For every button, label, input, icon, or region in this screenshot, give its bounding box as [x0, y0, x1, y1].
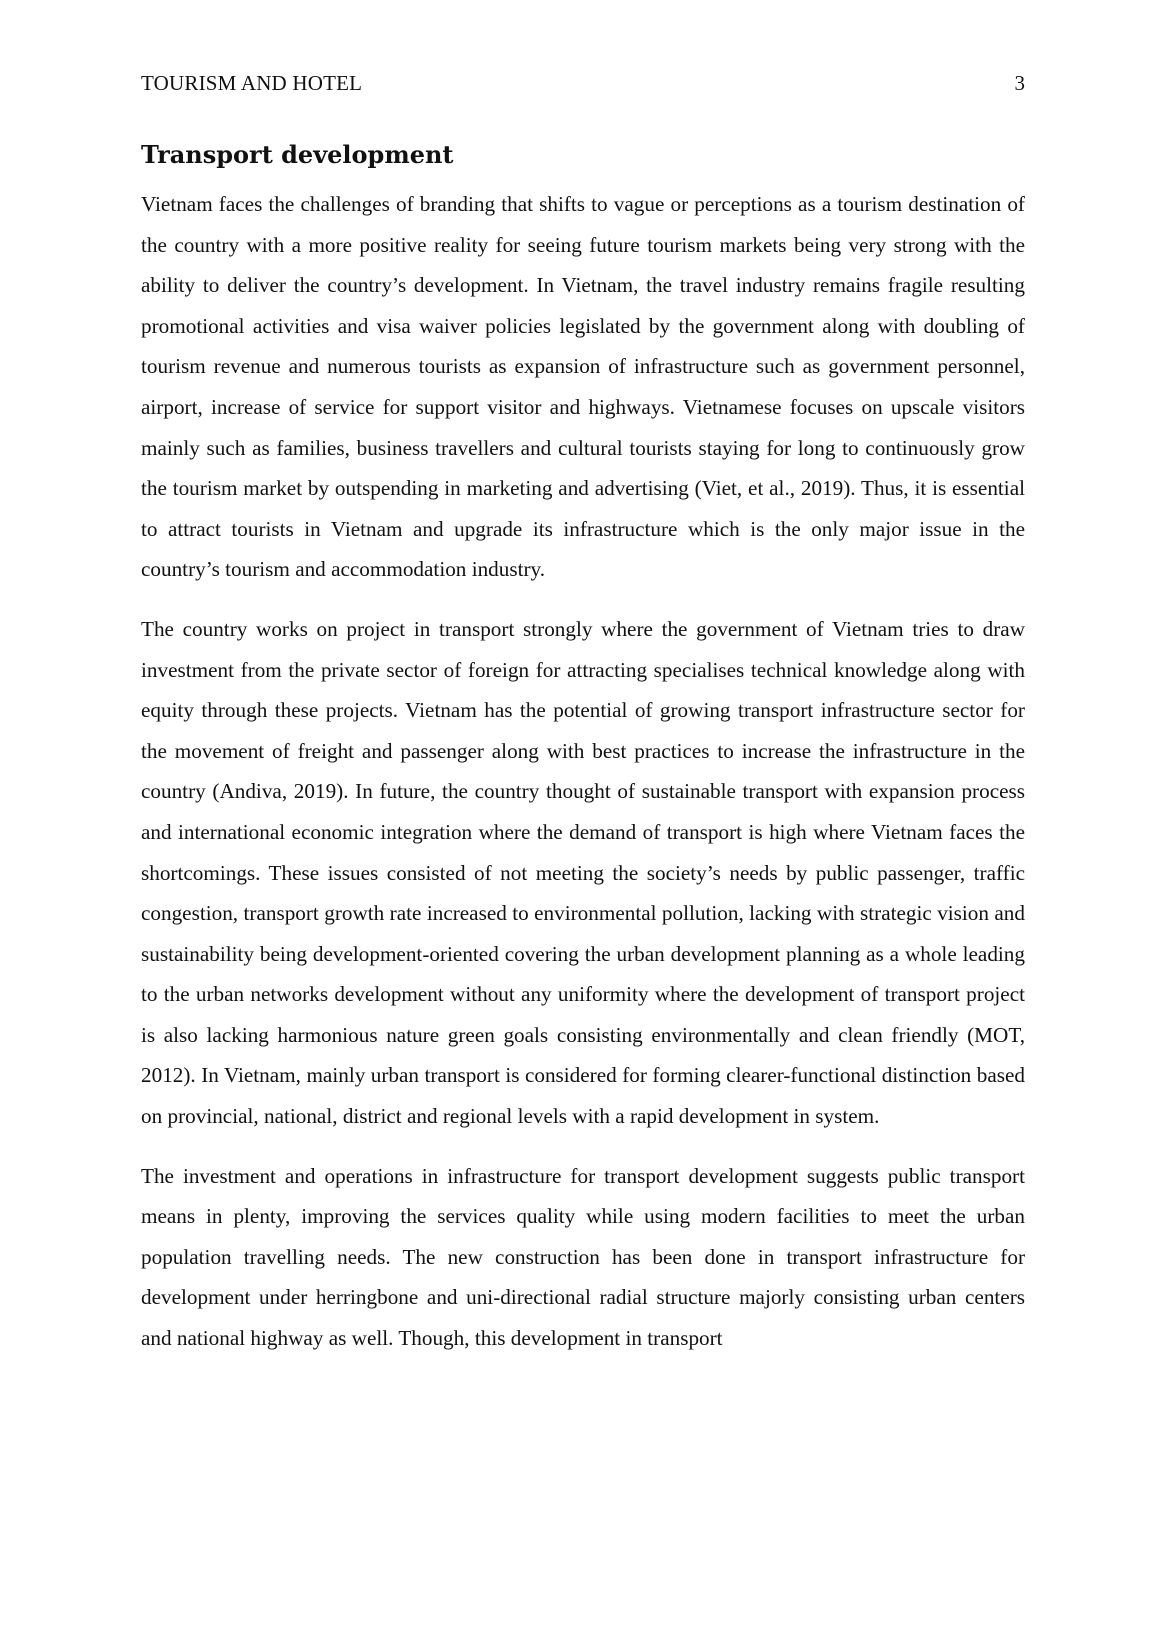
paragraph-2: The country works on project in transport strongly where the government of Vietnam tries to draw investment from the private sector of foreign for attracting specialises technical knowledge along with equity through these projects. Vietnam has the potential of growing transport infrastructure sector for the movement of freight and passenger along with best practices to increase the infrastructure in the country (Andiva, 2019). In future, the country thought of sustainable transport with expansion process and international economic integration where the demand of transport is high where Vietnam faces the shortcomings. These issues consisted of not meeting the society’s needs by public passenger, traffic congestion, transport growth rate increased to environmental pollution, lacking with strategic vision and sustainability being development-oriented covering the urban development planning as a whole leading to the urban networks development without any uniformity where the development of transport project is also lacking harmonious nature green goals consisting environmentally and clean friendly (MOT, 2012). In Vietnam, mainly urban transport is considered for forming clearer-functional distinction based on provincial, national, district and regional levels with a rapid development in system.: [141, 616, 1025, 1129]
paragraph-3: The investment and operations in infrastructure for transport development suggests public transport means in plenty, improving the services quality while using modern facilities to meet the urban population travelling needs. The new construction has been done in transport infrastructure for development under herringbone and uni-directional radial structure majorly consisting urban centers and national highway as well. Though, this development in transport: [141, 1163, 1025, 1351]
paragraph-1: Vietnam faces the challenges of branding that shifts to vague or perceptions as a tourism destination of the country with a more positive reality for seeing future tourism markets being very strong with the ability to deliver the country’s development. In Vietnam, the travel industry remains fragile resulting promotional activities and visa waiver policies legislated by the government along with doubling of tourism revenue and numerous tourists as expansion of infrastructure such as government personnel, airport, increase of service for support visitor and highways. Vietnamese focuses on upscale visitors mainly such as families, business travellers and cultural tourists staying for long to continuously grow the tourism market by outspending in marketing and advertising (Viet, et al., 2019). Thus, it is essential to attract tourists in Vietnam and upgrade its infrastructure which is the only major issue in the country’s tourism and accommodation industry.: [141, 192, 1025, 582]
running-head: TOURISM AND HOTEL: [141, 71, 363, 95]
page-number: 3: [1014, 71, 1025, 95]
body-text: [141, 184, 1025, 1378]
section-heading: Transport development: [141, 140, 454, 169]
